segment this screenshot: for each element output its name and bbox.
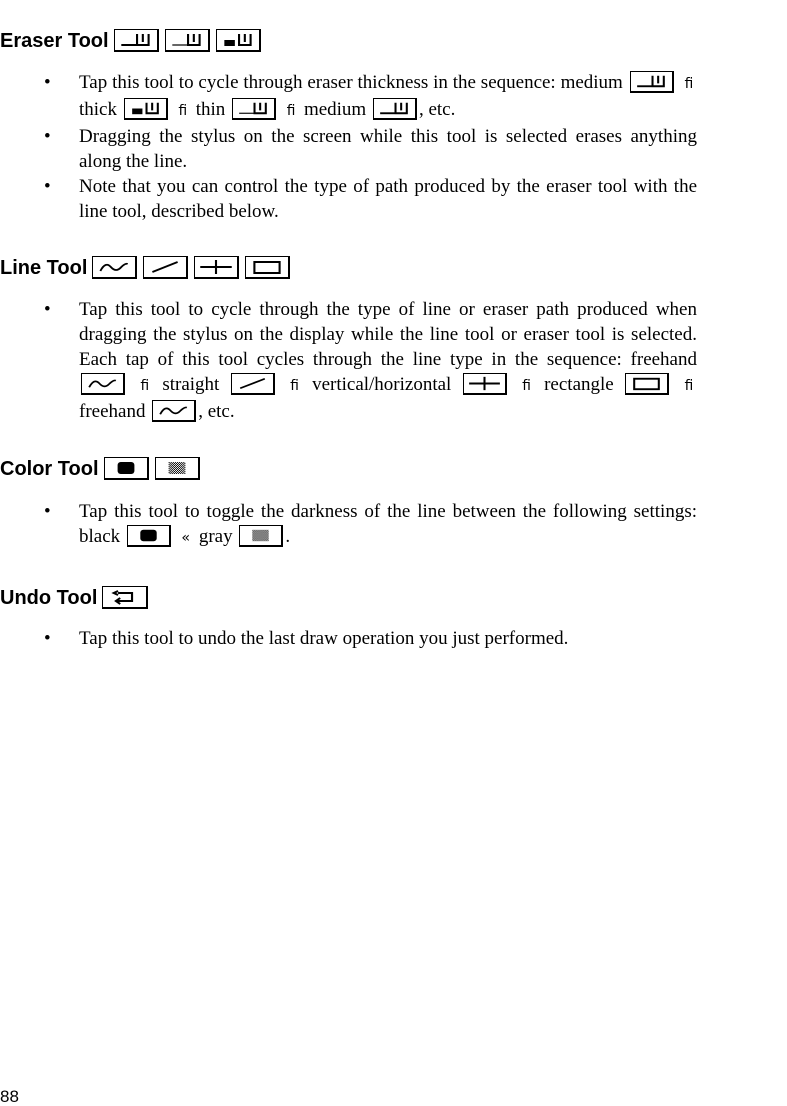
- bullet-glyph: •: [44, 72, 51, 93]
- color-tool-title: Color Tool: [0, 458, 99, 480]
- freehand-line-icon: [152, 400, 196, 422]
- freehand-line-icon: [81, 373, 125, 395]
- vertical-horizontal-line-icon: [463, 373, 507, 395]
- list-item: • Tap this tool to undo the last draw operation you just performed.: [44, 628, 569, 649]
- line-tool-title: Line Tool: [0, 257, 88, 279]
- color-tool-heading: [0, 457, 206, 481]
- toggle-arrow: «: [181, 530, 191, 546]
- undo-tool-heading: [0, 586, 154, 610]
- undo-tool-bullets: [44, 626, 697, 651]
- eraser-tool-bullets: [44, 70, 697, 224]
- gray-color-icon: [239, 525, 283, 547]
- list-item: • Tap this tool to cycle through the type of line or eraser path produced when dragging the stylus on the display while the line tool or eraser tool is selected. Each tap of this tool cycles through the line type in the sequence: freehand ﬁ straight ﬁ vertical/horizontal ﬁ rectangle ﬁ freehand , etc.: [44, 299, 697, 422]
- sequence-arrow: ﬁ: [286, 103, 296, 119]
- line-tool-bullets: [44, 297, 697, 424]
- eraser-tool-heading: [0, 29, 267, 53]
- sequence-arrow: ﬁ: [684, 76, 693, 92]
- bullet-glyph: •: [44, 176, 51, 197]
- sequence-arrow: ﬁ: [290, 378, 299, 394]
- bullet-glyph: •: [44, 501, 51, 522]
- color-tool-bullets: [44, 499, 697, 551]
- eraser-medium-icon: [630, 71, 674, 93]
- line-tool-heading: [0, 256, 296, 280]
- bullet-glyph: •: [44, 126, 51, 147]
- eraser-thin-icon: [232, 98, 276, 120]
- eraser-medium-icon: [373, 98, 417, 120]
- straight-line-icon: [143, 256, 188, 279]
- sequence-arrow: ﬁ: [178, 103, 187, 119]
- black-color-icon: [104, 457, 149, 480]
- eraser-medium-icon: [114, 29, 159, 52]
- undo-tool-title: Undo Tool: [0, 587, 98, 609]
- eraser-thick-icon: [124, 98, 168, 120]
- sequence-arrow: ﬁ: [522, 378, 531, 394]
- freehand-line-icon: [92, 256, 137, 279]
- rectangle-line-icon: [245, 256, 290, 279]
- eraser-tool-title: Eraser Tool: [0, 30, 109, 52]
- list-item: • Dragging the stylus on the screen while this tool is selected erases anything along the line.: [44, 126, 697, 172]
- straight-line-icon: [231, 373, 275, 395]
- rectangle-line-icon: [625, 373, 669, 395]
- eraser-thin-icon: [165, 29, 210, 52]
- sequence-arrow: ﬁ: [684, 378, 694, 394]
- list-item: • Tap this tool to cycle through eraser thickness in the sequence: medium ﬁ thick ﬁ thin ﬁ medium , etc.: [44, 72, 693, 120]
- list-item: • Note that you can control the type of path produced by the eraser tool with the line tool, described below.: [44, 176, 697, 222]
- eraser-thick-icon: [216, 29, 261, 52]
- vertical-horizontal-line-icon: [194, 256, 239, 279]
- sequence-arrow: ﬁ: [140, 378, 149, 394]
- gray-color-icon: [155, 457, 200, 480]
- bullet-glyph: •: [44, 299, 51, 320]
- undo-icon: [102, 586, 148, 609]
- black-color-icon: [127, 525, 171, 547]
- list-item: • Tap this tool to toggle the darkness of the line between the following settings: black « gray .: [44, 501, 697, 547]
- page-number: 88: [0, 1087, 19, 1106]
- bullet-glyph: •: [44, 628, 51, 649]
